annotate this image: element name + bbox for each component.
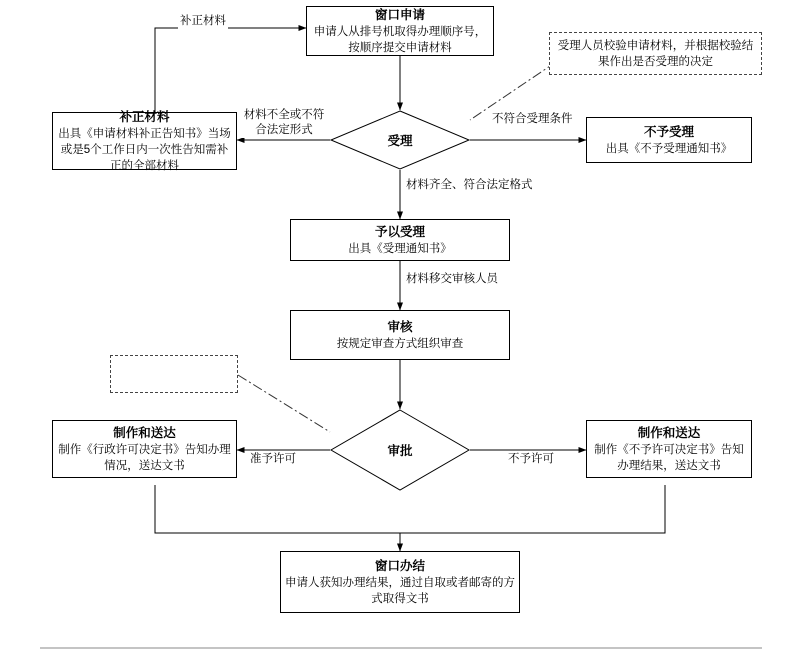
edge-label-permit-granted: 准予许可: [250, 453, 296, 465]
node-title: 予以受理: [374, 224, 425, 239]
edge-label-permit-denied: 不予许可: [508, 453, 554, 465]
decision-label: 受理: [387, 134, 413, 148]
node-title: 制作和送达: [637, 425, 701, 440]
note-text: 受理人员校验申请材料，并根据校验结果作出是否受理的决定: [557, 39, 754, 68]
node-accepted[interactable]: [290, 219, 510, 261]
node-not-accepted[interactable]: [586, 117, 752, 163]
decision-label: 审批: [387, 444, 413, 458]
node-issue-denial-document[interactable]: [586, 420, 752, 478]
node-title: 窗口办结: [374, 558, 425, 573]
node-body: 申请人从排号机取得办理顺序号，按顺序提交申请材料: [313, 25, 487, 54]
decision-acceptance[interactable]: [330, 110, 470, 170]
edge-label-supplement: 补正材料: [180, 15, 226, 27]
node-body: 申请人获知办理结果，通过自取或者邮寄的方式取得文书: [285, 576, 515, 605]
edge-label-material-incomplete: 材料不全或不符合法定形式: [240, 108, 328, 138]
node-title: 审核: [387, 319, 413, 334]
decision-approval[interactable]: [330, 409, 470, 491]
edge-label-transfer-to-reviewer: 材料移交审核人员: [406, 273, 498, 285]
edge-label-material-complete: 材料齐全、符合法定格式: [406, 179, 533, 191]
node-window-application[interactable]: [306, 6, 494, 56]
node-body: 出具《申请材料补正告知书》当场或是5个工作日内一次性告知需补正的全部材料: [58, 127, 231, 172]
node-body: 制作《不予许可决定书》告知办理结果，送达文书: [594, 443, 744, 472]
node-body: 按规定审查方式组织审查: [336, 337, 464, 350]
node-body: 制作《行政许可决定书》告知办理情况，送达文书: [58, 443, 231, 472]
node-issue-permit-document[interactable]: [52, 420, 237, 478]
node-title: 窗口申请: [374, 7, 425, 22]
edge-label-not-meet-condition: 不符合受理条件: [492, 113, 573, 125]
node-body: 出具《受理通知书》: [348, 242, 452, 255]
node-title: 制作和送达: [113, 425, 176, 440]
note-decision-signing: [110, 355, 238, 393]
node-title: 补正材料: [119, 109, 170, 124]
node-title: 不予受理: [643, 124, 694, 139]
node-body: 出具《不予受理通知书》: [605, 142, 733, 155]
note-acceptance-check: [549, 32, 762, 75]
node-window-completion[interactable]: [280, 551, 520, 613]
node-supplement-materials[interactable]: [52, 109, 237, 172]
node-review[interactable]: [290, 310, 510, 360]
